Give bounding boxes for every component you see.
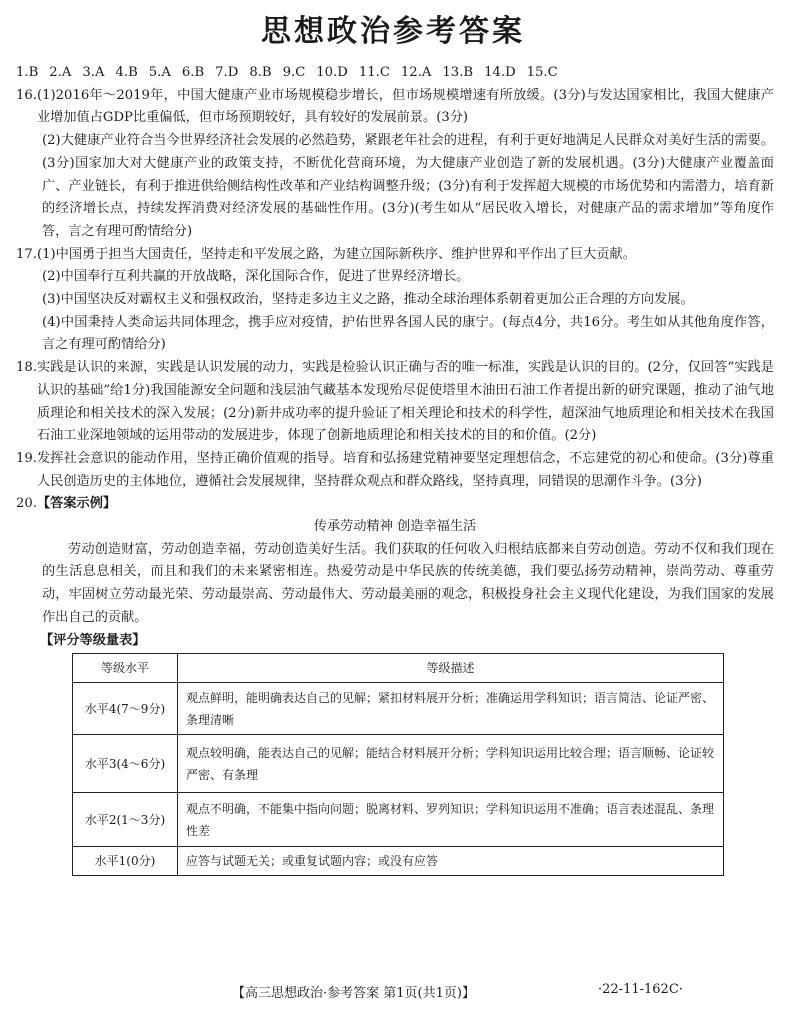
table-row [73, 847, 724, 876]
question-18 [16, 357, 774, 448]
question-16-part-2: (2)大健康产业符合当今世界经济社会发展的必然趋势，紧跟老年社会的进程，有利于更好地满足人民群众对美好生活的需要。(3分)国家加大对大健康产业的政策支持，不断优化营商环境，为大健康产业创造了新的发展机遇。(3分)大健康产业覆盖面广、产业链长，有利于推进供给侧结构性改革和产业结构调整升级；(3分)有利于发挥超大规模的市场优势和内需潜力，培育新的经济增长点，持续发挥消费对经济发展的基础性作用。(3分)(考生如从“居民收入增长，对健康产品的需求增加”等角度作答，言之有理可酌情给分) [42, 133, 774, 239]
question-17-part-2: (2)中国奉行互利共赢的开放战略，深化国际合作，促进了世界经济增长。 [42, 269, 470, 285]
table-row [73, 735, 724, 793]
mc-answer: 9.C [282, 65, 306, 80]
essay-paragraph: 劳动创造财富，劳动创造幸福，劳动创造美好生活。我们获取的任何收入归根结底都来自劳动创造。劳动不仅和我们现在的生活息息相关，而且和我们的未来紧密相连。热爱劳动是中华民族的传统美德，我们要弘扬劳动精神，崇尚劳动、尊重劳动，牢固树立劳动最光荣、劳动最崇高、劳动最伟大、劳动最美丽的观念，积极投身社会主义现代化建设，为我们国家的发展作出自己的贡献。 [42, 541, 774, 625]
question-17 [16, 244, 774, 267]
question-18-answer: 实践是认识的来源，实践是认识发展的动力，实践是检验认识正确与否的唯一标准，实践是认识的目的。(2分，仅回答“实践是认识的基础”给1分)我国能源安全问题和浅层油气藏基本发现殆尽促使塔里木油田石油工作者提出新的研究课题，推动了油气地质理论和相关技术的深入发展；(2分)新井成功率的提升验证了相关理论和技术的科学性，超深油气地质理论和相关技术在我国石油工业深地领域的运用带动的发展进步，体现了创新地质理论和相关技术的目的和价值。(2分) [36, 360, 774, 444]
question-number: 17. [16, 246, 37, 262]
description-cell: 观点不明确，不能集中指向问题；脱离材料、罗列知识；学科知识运用不准确；语言表述混乱、条理性差 [178, 793, 724, 847]
question-number: 16. [16, 87, 37, 103]
mc-answer: 14.D [484, 65, 516, 80]
rubric-table [72, 653, 724, 876]
level-cell: 水平3(4～6分) [73, 735, 178, 793]
question-17-part-3: (3)中国坚决反对霸权主义和强权政治，坚持走多边主义之路，推动全球治理体系朝着更加公正合理的方向发展。 [42, 292, 694, 308]
mc-answer: 3.A [82, 65, 105, 80]
multiple-choice-answers [16, 62, 774, 85]
mc-answer: 11.C [358, 65, 390, 80]
question-19 [16, 448, 774, 493]
table-header-row [73, 654, 724, 683]
table-header-level: 等级水平 [73, 654, 178, 683]
rubric-heading: 【评分等级量表】 [40, 632, 146, 648]
table-row [73, 683, 724, 735]
footer-code: ·22-11-162C· [598, 982, 683, 997]
question-20 [16, 493, 774, 516]
description-cell: 观点鲜明，能明确表达自己的见解；紧扣材料展开分析；准确运用学科知识；语言简洁、论证严密、条理清晰 [178, 683, 724, 735]
question-number: 18. [16, 360, 37, 376]
question-19-answer: 发挥社会意识的能动作用，坚持正确价值观的指导。培育和弘扬建党精神要坚定理想信念，不忘建党的初心和使命。(3分)尊重人民创造历史的主体地位，遵循社会发展规律，坚持群众观点和群众路线，坚持真理，同错误的思潮作斗争。(3分) [36, 450, 774, 489]
question-number: 19. [16, 450, 37, 466]
level-cell: 水平1(0分) [73, 847, 178, 876]
answer-example-heading: 【答案示例】 [36, 496, 117, 512]
footer-text: 【高三思想政治·参考答案 第1页(共1页)】 [232, 986, 475, 1001]
table-row [73, 793, 724, 847]
question-17-part-4: (4)中国秉持人类命运共同体理念，携手应对疫情，护佑世界各国人民的康宁。(每点4分，共16分。考生如从其他角度作答，言之有理可酌情给分) [42, 314, 774, 353]
mc-answer: 4.B [115, 65, 138, 80]
description-cell: 应答与试题无关；或重复试题内容；或没有应答 [178, 847, 724, 876]
question-16 [16, 85, 774, 130]
question-number: 20. [16, 496, 37, 512]
description-cell: 观点较明确，能表达自己的见解；能结合材料展开分析；学科知识运用比较合理；语言顺畅、论证较严密、有条理 [178, 735, 724, 793]
mc-answer: 6.B [181, 65, 205, 80]
mc-answer: 10.D [316, 65, 348, 80]
mc-answer: 7.D [215, 65, 239, 80]
mc-answer: 1.B [16, 65, 39, 80]
mc-answer: 15.C [526, 65, 558, 80]
question-17-part-1: (1)中国勇于担当大国责任，坚持走和平发展之路，为建立国际新秩序、维护世界和平作出了巨大贡献。 [36, 246, 636, 262]
mc-answer: 12.A [400, 65, 432, 80]
mc-answer: 2.A [49, 65, 72, 80]
table-header-description: 等级描述 [178, 654, 724, 683]
level-cell: 水平2(1～3分) [73, 793, 178, 847]
page-title: 思想政治参考答案 [261, 14, 525, 49]
mc-answer: 5.A [148, 65, 171, 80]
level-cell: 水平4(7～9分) [73, 683, 178, 735]
answer-content [16, 62, 774, 876]
mc-answer: 13.B [442, 65, 474, 80]
question-16-part-1: (1)2016年～2019年，中国大健康产业市场规模稳步增长，但市场规模增速有所放缓。(3分)与发达国家相比，我国大健康产业增加值占GDP比重偏低，但市场预期较好，具有较好的发展前景。(3分) [36, 87, 774, 126]
mc-answer: 8.B [249, 65, 272, 80]
essay-title: 传承劳动精神 创造幸福生活 [313, 519, 477, 535]
